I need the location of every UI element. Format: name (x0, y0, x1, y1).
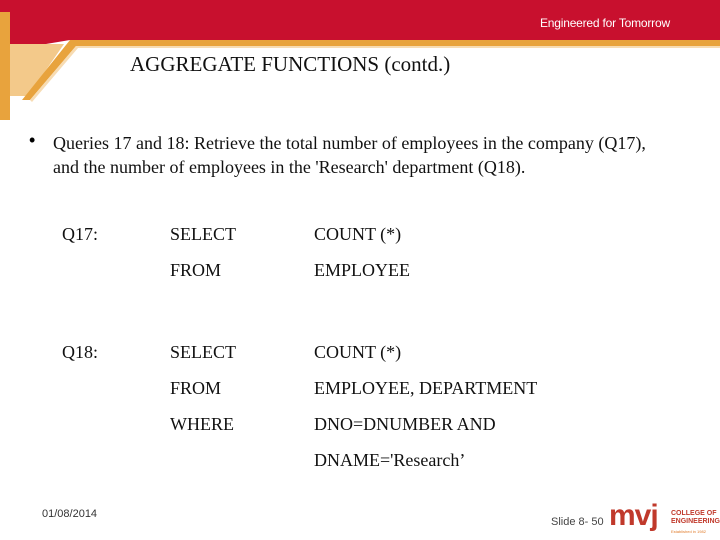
q18-label: Q18: (62, 342, 98, 362)
q18-where-arg-continued: DNAME='Research’ (314, 450, 466, 470)
header-tagline: Engineered for Tomorrow (540, 16, 670, 30)
slide-number: Slide 8- 50 (551, 516, 604, 528)
q18-select-arg: COUNT (*) (314, 342, 402, 362)
bullet-marker: • (29, 130, 36, 150)
q17-label: Q17: (62, 224, 98, 244)
q18-from-keyword: FROM (170, 378, 222, 398)
q17-from-keyword: FROM (170, 260, 222, 280)
logo-line-1: COLLEGE OF (671, 510, 717, 517)
q17-select-keyword: SELECT (170, 224, 236, 244)
q18-from-arg: EMPLOYEE, DEPARTMENT (314, 378, 538, 398)
logo-line-2: ENGINEERING (671, 518, 720, 525)
q18-where-arg: DNO=DNUMBER AND (314, 414, 496, 434)
logo-mark: mvj (609, 499, 658, 532)
q17-select-arg: COUNT (*) (314, 224, 402, 244)
q18-where-keyword: WHERE (170, 414, 234, 434)
logo-tagline: Established in 1982 (671, 529, 706, 534)
q17-from-arg: EMPLOYEE (314, 260, 410, 280)
bullet-text: Queries 17 and 18: Retrieve the total number of employees in the company (Q17), and the number of employees in the 'Research' department (Q18). (53, 133, 646, 177)
logo-text (671, 510, 720, 526)
q18-select-keyword: SELECT (170, 342, 236, 362)
slide-title: AGGREGATE FUNCTIONS (contd.) (130, 52, 451, 76)
college-logo (609, 499, 720, 539)
footer-date: 01/08/2014 (42, 508, 98, 520)
left-accent-strip (0, 12, 10, 120)
